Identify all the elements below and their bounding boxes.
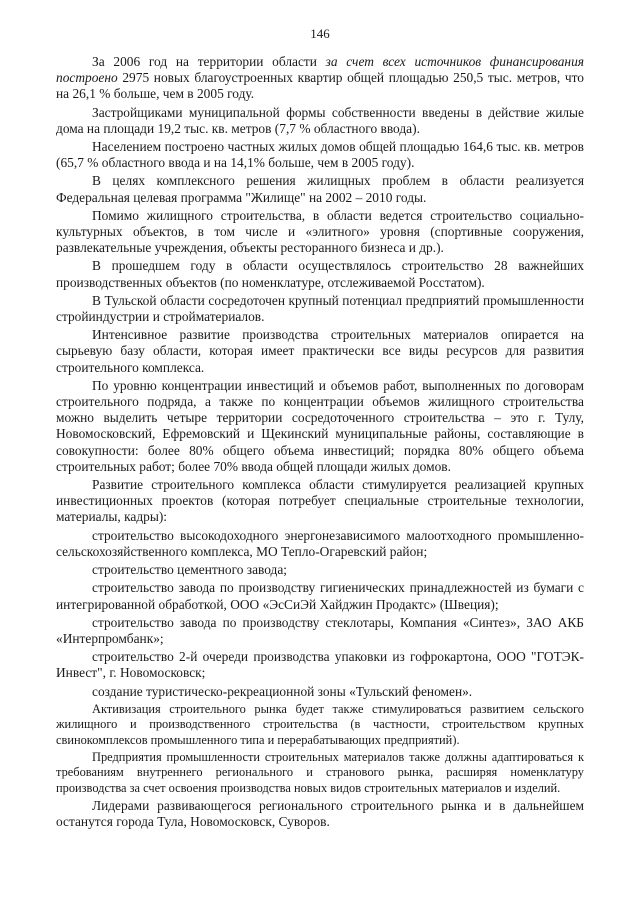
paragraph-private-houses: Населением построено частных жилых домов общей площадью 164,6 тыс. кв. метров (65,7 % областного ввода и на 14,1% больше, чем в 2005 году). (56, 139, 584, 171)
paragraph-federal-program: В целях комплексного решения жилищных проблем в области реализуется Федеральная целевая программа "Жилище" на 2002 – 2010 годы. (56, 173, 584, 205)
paragraph-housing-2006-lead: За 2006 год на территории области (92, 54, 326, 69)
list-item: строительство завода по производству стеклотары, Компания «Синтез», ЗАО АКБ «Интерпромбанк»; (56, 614, 584, 646)
page-number: 146 (310, 26, 330, 41)
paragraph-social-objects: Помимо жилищного строительства, в области ведется строительство социально-культурных объектов, в том числе и «элитного» уровня (спортивные сооружения, развлекательные учреждения, объекты ресторанного бизнеса и др.). (56, 207, 584, 256)
list-item: строительство завода по производству гигиенических принадлежностей из бумаги с интегрированной обработкой, ООО «ЭсСиЭй Хайджин Продактс» (Швеция); (56, 580, 584, 612)
paragraph-municipal: Застройщиками муниципальной формы собственности введены в действие жилые дома на площади 19,2 тыс. кв. метров (7,7 % областного ввода). (56, 104, 584, 136)
paragraph-housing-2006-tail: 2975 новых благоустроенных квартир общей площадью 250,5 тыс. метров, что на 26,1 % больше, чем в 2005 году. (56, 70, 584, 102)
paragraph-industrial-objects: В прошедшем году в области осуществлялось строительство 28 важнейших производственных объектов (по номенклатуре, отслеживаемой Росстатом). (56, 258, 584, 290)
list-item: создание туристическо-рекреационной зоны «Тульский феномен». (92, 683, 473, 699)
paragraph-projects-intro: Развитие строительного комплекса области стимулируется реализацией крупных инвестиционных проектов (которая потребует специальные строительные технологии, материалы, кадры): (56, 477, 584, 525)
paragraph-materials: Интенсивное развитие производства строительных материалов опирается на сырьевую базу области, которая имеет практически все виды ресурсов для развития строительного комплекса. (56, 327, 584, 375)
paragraph-leaders: Лидерами развивающегося регионального строительного рынка и в дальнейшем останутся города Тула, Новомосковск, Суворов. (56, 798, 584, 830)
paragraph-housing-2006 (56, 54, 584, 103)
list-item: строительство 2-й очереди производства упаковки из гофрокартона, ООО "ГОТЭК-Инвест", г. Новомосковск; (56, 649, 584, 681)
document-body (56, 54, 584, 833)
paragraph-potential: В Тульской области сосредоточен крупный потенциал предприятий промышленности стройиндустрии и стройматериалов. (56, 292, 584, 325)
list-item: строительство высокодоходного энергонезависимого малоотходного промышленно-сельскохозяйственного комплекса, МО Тепло-Огаревский район; (56, 527, 584, 559)
paragraph-adaptation: Предприятия промышленности строительных материалов также должны адаптироваться к требованиям внутреннего регионального и странового рынка, расширяя номенклатуру производства за счет освоения производства новых видов строительных материалов и изделий. (56, 749, 584, 795)
paragraph-concentration: По уровню концентрации инвестиций и объемов работ, выполненных по договорам строительного подряда, а также по концентрации объемов жилищного строительства можно выделить четыре территории сосредоточенного строительства – это г. Тулу, Новомосковский, Ефремовский и Щекинский муниципальные районы, составляющие в совокупности: более 80% общего объема инвестиций; порядка 80% общего объема строительных работ; более 70% ввода общей площади жилых домов. (56, 377, 584, 474)
paragraph-rural-construction: Активизация строительного рынка будет также стимулироваться развитием сельского жилищного и производственного строительства (в частности, строительством крупных свинокомплексов промышленного типа и перерабатывающих предприятий). (56, 701, 584, 747)
paragraph-housing-2006-emphasis: за счет всех источников финансирования построено (56, 54, 584, 86)
list-item: строительство цементного завода; (92, 562, 288, 578)
